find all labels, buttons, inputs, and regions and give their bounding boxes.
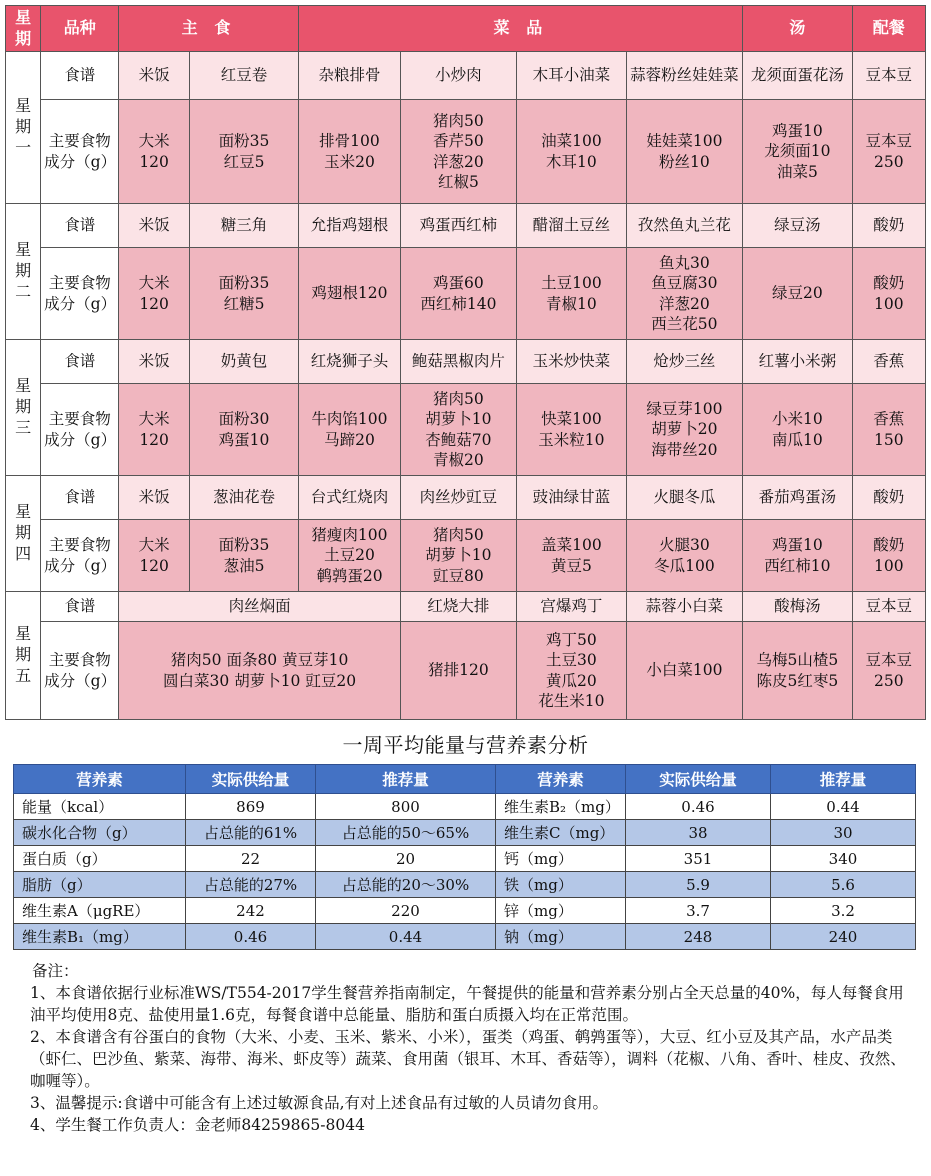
ingredient-line: 娃娃菜100 <box>646 132 723 151</box>
ingredient-line: 绿豆20 <box>772 284 823 303</box>
actual-header: 实际供给量 <box>186 765 316 794</box>
recipe-cell: 肉丝焖面 <box>119 592 400 622</box>
recipe-cell: 鲍菇黑椒肉片 <box>400 340 517 384</box>
ingredient-cell <box>517 622 626 720</box>
nutrient-name: 锌（mg） <box>496 898 626 924</box>
ingredient-line: 120 <box>139 294 169 313</box>
ingredient-line: 土豆20 <box>324 546 375 565</box>
recommended-value: 占总能的20～30% <box>316 872 496 898</box>
ingredient-cell <box>189 100 298 204</box>
recipe-cell: 肉丝炒豇豆 <box>400 476 517 520</box>
recipe-cell: 允指鸡翅根 <box>299 204 400 248</box>
ingredient-line: 猪肉50 <box>433 112 484 131</box>
ingredient-line: 排骨100 <box>319 132 380 151</box>
note-item: 1、本食谱依据行业标准WS/T554-2017学生餐营养指南制定，午餐提供的能量和营养素分别占全天总量的40%，每人每餐食用油平均使用8克、盐使用量1.6克，每餐食谱中总能量、脂肪和蛋白质摄入均在正常范围。 <box>30 984 904 1024</box>
ingredient-line: 西红柿140 <box>420 294 497 313</box>
ingredient-cell <box>626 248 743 340</box>
nutrient-name: 维生素B₂（mg） <box>496 794 626 820</box>
ingredient-cell <box>743 248 852 340</box>
ingredient-line: 洋葱20 <box>659 294 710 313</box>
ingredient-line: 猪肉50 <box>433 526 484 545</box>
note-item: 3、温馨提示:食谱中可能含有上述过敏源食品,有对上述食品有过敏的人员请勿食用。 <box>30 1094 609 1112</box>
ingredient-line: 胡萝卜10 <box>425 410 492 429</box>
recipe-cell: 龙须面蛋花汤 <box>743 52 852 100</box>
ingredient-cell <box>852 622 925 720</box>
recipe-row <box>6 592 926 622</box>
recipe-cell: 番茄鸡蛋汤 <box>743 476 852 520</box>
menu-header-row <box>6 6 926 52</box>
nutrient-header: 营养素 <box>14 765 186 794</box>
recipe-row <box>6 52 926 100</box>
actual-value: 0.46 <box>186 924 316 950</box>
weekly-menu-table <box>5 5 926 720</box>
recipe-label: 食谱 <box>41 204 119 248</box>
recipe-cell: 米饭 <box>119 204 189 248</box>
recipe-cell: 小炒肉 <box>400 52 517 100</box>
ingredient-line: 西兰花50 <box>651 314 718 333</box>
ingredient-cell <box>743 100 852 204</box>
recipe-cell: 米饭 <box>119 476 189 520</box>
ingredient-line: 青椒10 <box>546 294 597 313</box>
note-item: 4、学生餐工作负责人：金老师84259865-8044 <box>30 1116 365 1134</box>
ingredient-line: 120 <box>139 430 169 449</box>
ingredient-line: 250 <box>874 152 904 171</box>
ingredient-line: 面粉35 <box>218 274 270 293</box>
recommended-value: 3.2 <box>771 898 916 924</box>
actual-value: 351 <box>626 846 771 872</box>
ingredient-line: 红糖5 <box>223 294 265 313</box>
ingredient-line: 大米 <box>138 274 170 293</box>
recommended-value: 240 <box>771 924 916 950</box>
nutrient-name: 碳水化合物（g） <box>14 820 186 846</box>
recipe-label: 食谱 <box>41 52 119 100</box>
recipe-cell: 鸡蛋西红柿 <box>400 204 517 248</box>
recommended-header: 推荐量 <box>771 765 916 794</box>
nutrient-name: 维生素B₁（mg） <box>14 924 186 950</box>
ingredient-line: 青椒20 <box>433 450 484 469</box>
ingredient-line: 龙须面10 <box>764 142 831 161</box>
ingredient-line: 香蕉 <box>873 410 905 429</box>
ingredient-cell <box>517 384 626 476</box>
recommended-value: 20 <box>316 846 496 872</box>
actual-value: 占总能的61% <box>186 820 316 846</box>
recommended-value: 340 <box>771 846 916 872</box>
ingredient-line: 黄瓜20 <box>546 671 597 690</box>
ingredient-line: 猪瘦肉100 <box>311 526 388 545</box>
ingredient-line: 鱼豆腐30 <box>651 274 718 293</box>
actual-value: 38 <box>626 820 771 846</box>
ingredient-cell <box>119 520 189 592</box>
ingredient-line: 玉米20 <box>324 152 375 171</box>
actual-value: 242 <box>186 898 316 924</box>
recommended-value: 0.44 <box>316 924 496 950</box>
header-staple: 主 食 <box>119 6 299 52</box>
recipe-cell: 米饭 <box>119 52 189 100</box>
ingredient-label: 主要食物成分（g） <box>41 622 119 720</box>
ingredient-cell <box>299 100 400 204</box>
ingredient-row <box>6 384 926 476</box>
ingredient-line: 土豆100 <box>541 274 602 293</box>
ingredient-line: 小白菜100 <box>646 661 723 680</box>
ingredient-cell <box>299 520 400 592</box>
recipe-cell: 糖三角 <box>189 204 298 248</box>
ingredient-line: 鸡蛋10 <box>772 122 823 141</box>
nutrition-row <box>14 872 916 898</box>
recipe-cell: 红豆卷 <box>189 52 298 100</box>
nutrient-name: 铁（mg） <box>496 872 626 898</box>
ingredient-cell <box>517 100 626 204</box>
recipe-cell: 红薯小米粥 <box>743 340 852 384</box>
ingredient-line: 大米 <box>138 410 170 429</box>
actual-value: 22 <box>186 846 316 872</box>
ingredient-row <box>6 520 926 592</box>
recipe-cell: 酸奶 <box>852 476 925 520</box>
header-soup: 汤 <box>743 6 852 52</box>
recipe-cell: 炝炒三丝 <box>626 340 743 384</box>
recipe-label: 食谱 <box>41 476 119 520</box>
ingredient-cell <box>189 248 298 340</box>
day-label: 星 期 五 <box>6 592 41 720</box>
ingredient-row <box>6 100 926 204</box>
recipe-cell: 孜然鱼丸兰花 <box>626 204 743 248</box>
ingredient-line: 鸡蛋60 <box>433 274 484 293</box>
nutrient-name: 蛋白质（g） <box>14 846 186 872</box>
ingredient-line: 胡萝卜20 <box>651 420 718 439</box>
ingredient-cell <box>189 384 298 476</box>
ingredient-cell <box>119 622 400 720</box>
ingredient-label: 主要食物成分（g） <box>41 520 119 592</box>
ingredient-line: 圆白菜30 胡萝卜10 豇豆20 <box>163 671 357 690</box>
recipe-cell: 葱油花卷 <box>189 476 298 520</box>
ingredient-line: 面粉30 <box>218 410 270 429</box>
actual-value: 5.9 <box>626 872 771 898</box>
ingredient-cell <box>400 100 517 204</box>
nutrient-name: 脂肪（g） <box>14 872 186 898</box>
ingredient-line: 鹌鹑蛋20 <box>316 566 383 585</box>
nutrition-row <box>14 924 916 950</box>
ingredient-line: 大米 <box>138 132 170 151</box>
ingredient-line: 土豆30 <box>546 651 597 670</box>
ingredient-line: 豇豆80 <box>433 566 484 585</box>
nutrition-row <box>14 898 916 924</box>
ingredient-cell <box>400 622 517 720</box>
ingredient-line: 火腿30 <box>659 536 710 555</box>
ingredient-line: 油菜100 <box>541 132 602 151</box>
recipe-cell: 绿豆汤 <box>743 204 852 248</box>
ingredient-row <box>6 622 926 720</box>
ingredient-label: 主要食物成分（g） <box>41 100 119 204</box>
ingredient-line: 黄豆5 <box>550 556 592 575</box>
day-label: 星 期 三 <box>6 340 41 476</box>
ingredient-line: 鱼丸30 <box>659 254 710 273</box>
ingredient-cell <box>852 100 925 204</box>
ingredient-line: 冬瓜100 <box>654 556 715 575</box>
ingredient-line: 豆本豆 <box>865 651 913 670</box>
ingredient-line: 洋葱20 <box>433 152 484 171</box>
ingredient-line: 鸡蛋10 <box>218 430 270 449</box>
actual-value: 248 <box>626 924 771 950</box>
ingredient-cell <box>626 622 743 720</box>
recipe-cell: 米饭 <box>119 340 189 384</box>
nutrient-name: 钠（mg） <box>496 924 626 950</box>
recipe-cell: 醋溜土豆丝 <box>517 204 626 248</box>
ingredient-line: 牛肉馅100 <box>311 410 388 429</box>
nutrient-name: 维生素A（μgRE） <box>14 898 186 924</box>
header-dishes: 菜 品 <box>299 6 743 52</box>
recipe-cell: 杂粮排骨 <box>299 52 400 100</box>
ingredient-row <box>6 248 926 340</box>
ingredient-cell <box>119 384 189 476</box>
recipe-cell: 豉油绿甘蓝 <box>517 476 626 520</box>
ingredient-line: 香芹50 <box>433 132 484 151</box>
ingredient-line: 250 <box>874 671 904 690</box>
ingredient-cell <box>299 248 400 340</box>
ingredient-line: 猪排120 <box>428 661 489 680</box>
ingredient-cell <box>119 248 189 340</box>
recipe-cell: 蒜蓉粉丝娃娃菜 <box>626 52 743 100</box>
recipe-cell: 蒜蓉小白菜 <box>626 592 743 622</box>
ingredient-line: 盖菜100 <box>541 536 602 555</box>
ingredient-line: 面粉35 <box>218 536 270 555</box>
recipe-cell: 酸梅汤 <box>743 592 852 622</box>
ingredient-line: 胡萝卜10 <box>425 546 492 565</box>
ingredient-line: 红豆5 <box>223 152 265 171</box>
ingredient-line: 酸奶 <box>873 536 905 555</box>
ingredient-line: 快菜100 <box>541 410 602 429</box>
recommended-value: 800 <box>316 794 496 820</box>
header-category: 品种 <box>41 6 119 52</box>
ingredient-cell <box>400 520 517 592</box>
ingredient-cell <box>852 248 925 340</box>
recipe-label: 食谱 <box>41 340 119 384</box>
actual-value: 869 <box>186 794 316 820</box>
header-side: 配餐 <box>852 6 925 52</box>
ingredient-line: 马蹄20 <box>324 430 375 449</box>
notes-heading: 备注： <box>32 962 79 980</box>
ingredient-cell <box>626 100 743 204</box>
actual-value: 3.7 <box>626 898 771 924</box>
recipe-row <box>6 204 926 248</box>
actual-value: 占总能的27% <box>186 872 316 898</box>
ingredient-line: 陈皮5红枣5 <box>756 671 839 690</box>
ingredient-label: 主要食物成分（g） <box>41 384 119 476</box>
recommended-value: 220 <box>316 898 496 924</box>
nutrient-header: 营养素 <box>496 765 626 794</box>
ingredient-line: 120 <box>139 556 169 575</box>
recommended-header: 推荐量 <box>316 765 496 794</box>
recipe-cell: 豆本豆 <box>852 52 925 100</box>
recipe-cell: 宫爆鸡丁 <box>517 592 626 622</box>
ingredient-cell <box>743 384 852 476</box>
ingredient-line: 红椒5 <box>437 172 479 191</box>
recipe-cell: 台式红烧肉 <box>299 476 400 520</box>
recipe-cell: 红烧狮子头 <box>299 340 400 384</box>
nutrition-header-row <box>14 765 916 794</box>
recipe-cell: 酸奶 <box>852 204 925 248</box>
recommended-value: 30 <box>771 820 916 846</box>
ingredient-cell <box>517 248 626 340</box>
recipe-cell: 香蕉 <box>852 340 925 384</box>
ingredient-line: 南瓜10 <box>772 430 823 449</box>
ingredient-cell <box>852 384 925 476</box>
ingredient-cell <box>626 384 743 476</box>
ingredient-cell <box>852 520 925 592</box>
header-day: 星期 <box>6 6 41 52</box>
ingredient-line: 粉丝10 <box>659 152 710 171</box>
ingredient-line: 120 <box>139 152 169 171</box>
nutrition-row <box>14 794 916 820</box>
ingredient-line: 鸡丁50 <box>546 631 597 650</box>
ingredient-cell <box>626 520 743 592</box>
day-label: 星 期 二 <box>6 204 41 340</box>
ingredient-line: 油菜5 <box>776 162 818 181</box>
ingredient-line: 鸡翅根120 <box>311 284 388 303</box>
ingredient-cell <box>189 520 298 592</box>
ingredient-cell <box>400 384 517 476</box>
ingredient-cell <box>299 384 400 476</box>
nutrient-name: 维生素C（mg） <box>496 820 626 846</box>
ingredient-line: 酸奶 <box>873 274 905 293</box>
recipe-row <box>6 476 926 520</box>
ingredient-cell <box>400 248 517 340</box>
nutrient-name: 钙（mg） <box>496 846 626 872</box>
recipe-cell: 红烧大排 <box>400 592 517 622</box>
recipe-cell: 豆本豆 <box>852 592 925 622</box>
ingredient-line: 绿豆芽100 <box>646 400 723 419</box>
ingredient-cell <box>119 100 189 204</box>
ingredient-line: 花生米10 <box>538 691 605 710</box>
ingredient-cell <box>517 520 626 592</box>
ingredient-line: 面粉35 <box>218 132 270 151</box>
nutrient-name: 能量（kcal） <box>14 794 186 820</box>
note-item: 2、本食谱含有谷蛋白的食物（大米、小麦、玉米、紫米、小米），蛋类（鸡蛋、鹌鹑蛋等），大豆、红小豆及其产品，水产品类（虾仁、巴沙鱼、紫菜、海带、海米、虾皮等）蔬菜、食用菌（银耳、木耳、香菇等），调料（花椒、八角、香叶、桂皮、孜然、咖喱等）。 <box>30 1028 906 1090</box>
recipe-row <box>6 340 926 384</box>
ingredient-line: 西红柿10 <box>764 556 831 575</box>
ingredient-line: 小米10 <box>772 410 823 429</box>
nutrition-table <box>13 764 916 950</box>
ingredient-line: 100 <box>874 294 904 313</box>
ingredient-line: 150 <box>874 430 904 449</box>
actual-header: 实际供给量 <box>626 765 771 794</box>
ingredient-line: 鸡蛋10 <box>772 536 823 555</box>
ingredient-line: 猪肉50 <box>433 390 484 409</box>
ingredient-cell <box>743 520 852 592</box>
recipe-cell: 奶黄包 <box>189 340 298 384</box>
ingredient-line: 玉米粒10 <box>538 430 605 449</box>
notes-section <box>30 960 910 1136</box>
nutrition-row <box>14 846 916 872</box>
ingredient-line: 豆本豆 <box>865 132 913 151</box>
ingredient-line: 杏鲍菇70 <box>425 430 492 449</box>
ingredient-line: 大米 <box>138 536 170 555</box>
recipe-label: 食谱 <box>41 592 119 622</box>
day-label: 星 期 四 <box>6 476 41 592</box>
ingredient-cell <box>743 622 852 720</box>
ingredient-line: 葱油5 <box>223 556 265 575</box>
actual-value: 0.46 <box>626 794 771 820</box>
recipe-cell: 玉米炒快菜 <box>517 340 626 384</box>
ingredient-line: 猪肉50 面条80 黄豆芽10 <box>170 651 349 670</box>
recommended-value: 占总能的50～65% <box>316 820 496 846</box>
recipe-cell: 木耳小油菜 <box>517 52 626 100</box>
ingredient-line: 100 <box>874 556 904 575</box>
ingredient-line: 乌梅5山楂5 <box>756 651 839 670</box>
recommended-value: 5.6 <box>771 872 916 898</box>
nutrition-row <box>14 820 916 846</box>
recipe-cell: 火腿冬瓜 <box>626 476 743 520</box>
ingredient-line: 木耳10 <box>546 152 597 171</box>
ingredient-label: 主要食物成分（g） <box>41 248 119 340</box>
analysis-title: 一周平均能量与营养素分析 <box>342 733 589 757</box>
day-label: 星 期 一 <box>6 52 41 204</box>
ingredient-line: 海带丝20 <box>651 440 718 459</box>
recommended-value: 0.44 <box>771 794 916 820</box>
